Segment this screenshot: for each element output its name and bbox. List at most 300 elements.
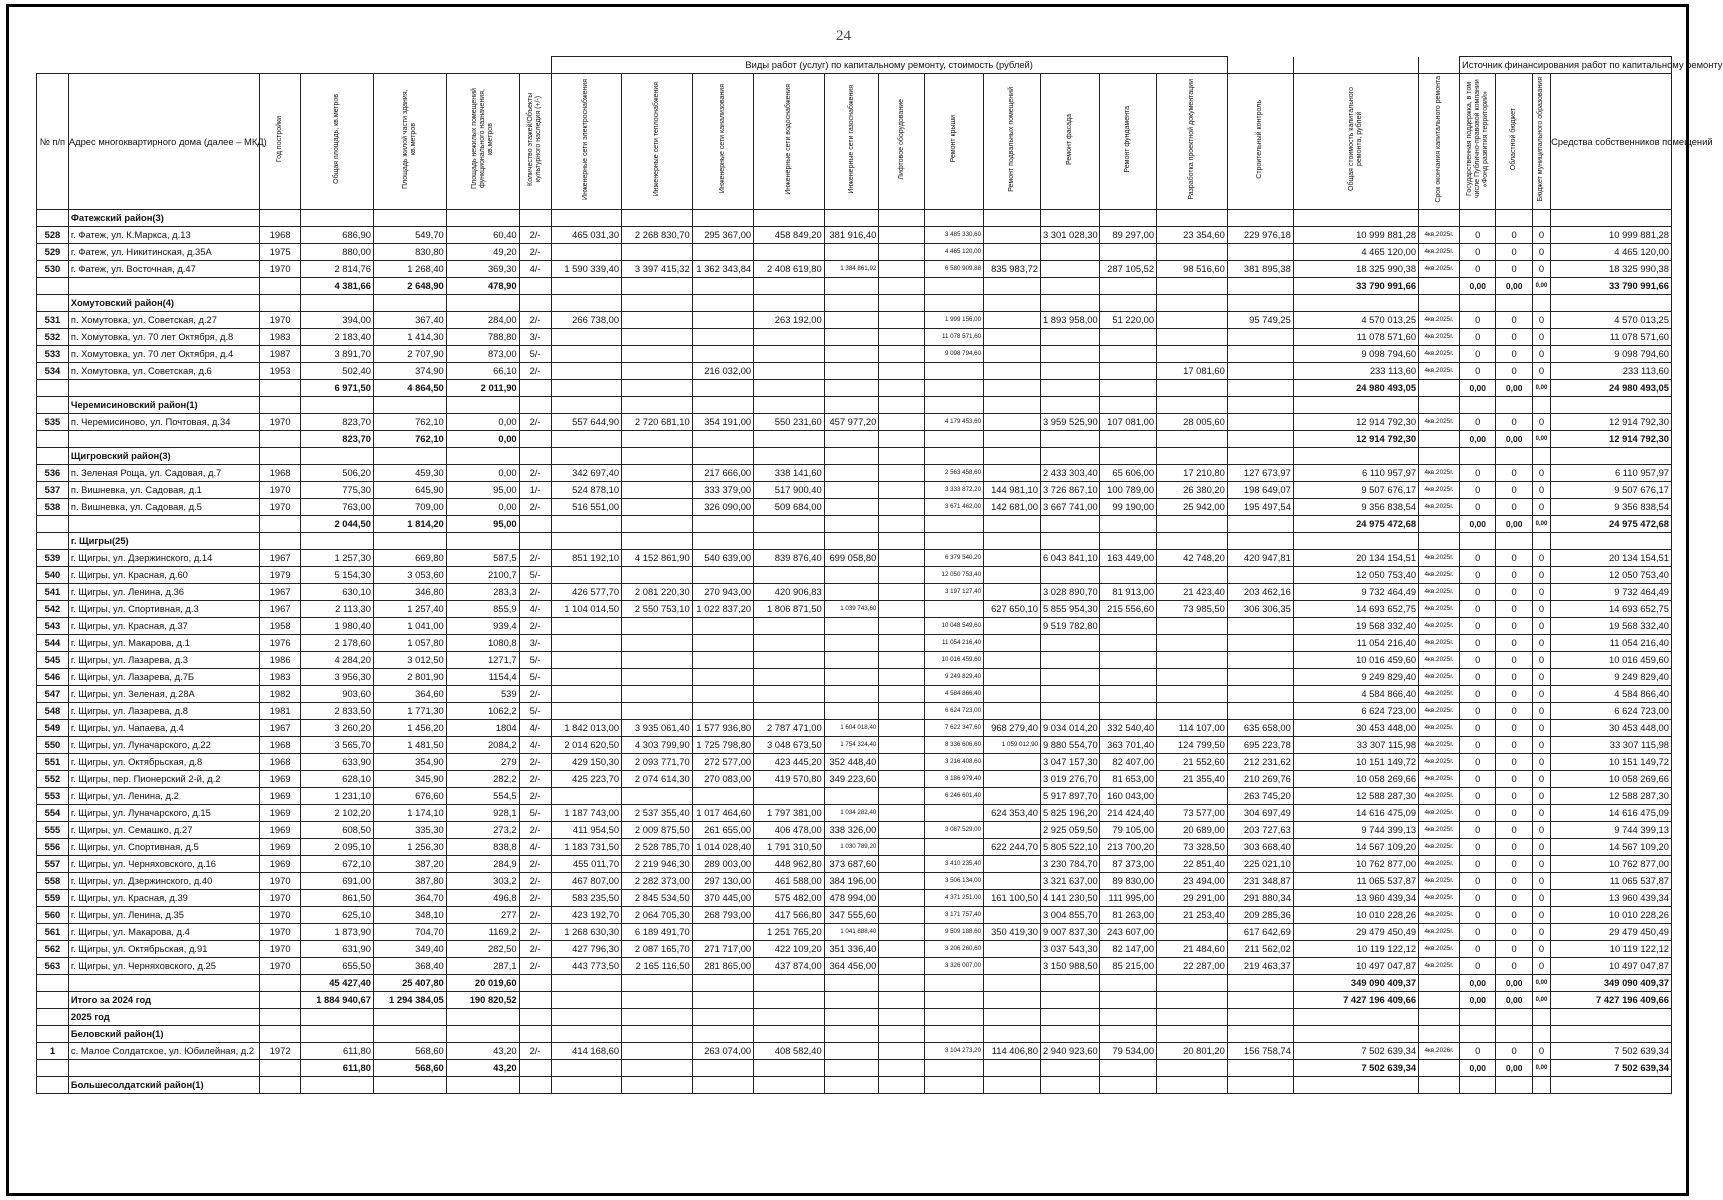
table-cell: [37, 975, 69, 992]
table-cell: [551, 652, 622, 669]
table-cell: [1227, 1060, 1293, 1077]
table-cell: 4кв.2025г.: [1419, 856, 1460, 873]
table-cell: 1080,8: [446, 635, 519, 652]
col-design-docs: Разработка проектной документации: [1187, 78, 1195, 200]
table-cell: 968 279,40: [984, 720, 1041, 737]
table-cell: 268 793,00: [692, 907, 753, 924]
table-cell: 7 502 639,34: [1293, 1043, 1418, 1060]
table-cell: 0: [1496, 465, 1532, 482]
table-cell: 0: [1460, 499, 1496, 516]
table-cell: с. Малое Солдатское, ул. Юбилейная, д.2: [68, 1043, 259, 1060]
table-cell: 530: [37, 261, 69, 278]
table-cell: [551, 448, 622, 465]
table-cell: [754, 346, 825, 363]
table-cell: [984, 686, 1041, 703]
table-cell: 1983: [260, 669, 301, 686]
table-cell: [692, 1060, 753, 1077]
table-cell: 4кв.2025г.: [1419, 890, 1460, 907]
table-cell: [692, 448, 753, 465]
table-cell: [373, 210, 446, 227]
table-cell: 4кв.2025г.: [1419, 652, 1460, 669]
table-cell: 1 183 731,50: [551, 839, 622, 856]
table-cell: [260, 1077, 301, 1094]
table-cell: 1154,4: [446, 669, 519, 686]
table-cell: 1967: [260, 550, 301, 567]
table-cell: 272 577,00: [692, 754, 753, 771]
table-cell: 0: [1496, 635, 1532, 652]
table-cell: [519, 295, 551, 312]
table-cell: [1551, 533, 1672, 550]
table-cell: 686,90: [301, 227, 374, 244]
table-cell: 2/-: [519, 856, 551, 873]
table-cell: 2/-: [519, 227, 551, 244]
table-cell: 98 516,60: [1157, 261, 1228, 278]
table-cell: [622, 499, 693, 516]
table-cell: 85 215,00: [1100, 958, 1157, 975]
table-cell: 1982: [260, 686, 301, 703]
table-cell: 381 895,38: [1227, 261, 1293, 278]
table-cell: [984, 975, 1041, 992]
table-cell: г. Щигры, ул. Октябрьская, д.8: [68, 754, 259, 771]
table-cell: 364,60: [373, 686, 446, 703]
table-cell: 3 206 260,60: [924, 941, 983, 958]
table-cell: [879, 958, 925, 975]
table-cell: 553: [37, 788, 69, 805]
table-cell: 516 551,00: [551, 499, 622, 516]
table-cell: [692, 1009, 753, 1026]
table-cell: [301, 533, 374, 550]
table-cell: [519, 210, 551, 227]
table-cell: [519, 975, 551, 992]
district-header-row: [37, 1026, 1672, 1043]
table-cell: [924, 1077, 983, 1094]
table-cell: 0: [1496, 584, 1532, 601]
table-cell: п. Зеленая Роща, ул. Садовая, д.7: [68, 465, 259, 482]
table-cell: [754, 516, 825, 533]
table-cell: 270 943,00: [692, 584, 753, 601]
table-cell: 216 032,00: [692, 363, 753, 380]
table-cell: 4кв.2025г.: [1419, 329, 1460, 346]
table-cell: [692, 686, 753, 703]
table-cell: [1100, 635, 1157, 652]
table-cell: 1 251 765,20: [754, 924, 825, 941]
table-cell: [984, 941, 1041, 958]
table-cell: [984, 584, 1041, 601]
table-cell: 12 914 792,30: [1293, 431, 1418, 448]
table-cell: [622, 210, 693, 227]
table-cell: [68, 1060, 259, 1077]
table-cell: [622, 992, 693, 1009]
table-cell: [1496, 1009, 1532, 1026]
col-floors: Количество этажей/Объекты культурного наследия (+/-): [527, 92, 543, 186]
table-cell: 0,00: [1460, 516, 1496, 533]
table-cell: [37, 448, 69, 465]
table-cell: 6 624 723,00: [924, 703, 983, 720]
table-cell: 3 891,70: [301, 346, 374, 363]
table-cell: 2/-: [519, 822, 551, 839]
table-cell: [1100, 1009, 1157, 1026]
table-cell: 1 893 958,00: [1040, 312, 1099, 329]
table-cell: 1967: [260, 601, 301, 618]
table-cell: 14 567 109,20: [1293, 839, 1418, 856]
table-cell: 394,00: [301, 312, 374, 329]
table-cell: 4кв.2025г.: [1419, 669, 1460, 686]
capital-repair-table: [36, 56, 1723, 1094]
table-cell: 266 738,00: [551, 312, 622, 329]
table-cell: [551, 567, 622, 584]
table-cell: 0: [1496, 363, 1532, 380]
table-cell: 1967: [260, 720, 301, 737]
table-cell: [260, 380, 301, 397]
table-cell: г. Щигры, ул. Черняховского, д.16: [68, 856, 259, 873]
table-cell: [984, 210, 1041, 227]
table-cell: [622, 346, 693, 363]
table-cell: 0: [1460, 618, 1496, 635]
table-cell: [692, 669, 753, 686]
table-cell: [1157, 686, 1228, 703]
table-cell: [824, 975, 879, 992]
table-cell: [1100, 329, 1157, 346]
table-cell: [924, 210, 983, 227]
table-cell: [1157, 397, 1228, 414]
table-cell: 2 178,60: [301, 635, 374, 652]
table-cell: [879, 397, 925, 414]
table-cell: 554,5: [446, 788, 519, 805]
table-cell: [1040, 1060, 1099, 1077]
table-cell: 617 642,69: [1227, 924, 1293, 941]
table-cell: [1460, 295, 1496, 312]
table-row: [37, 941, 1672, 958]
table-cell: [1227, 363, 1293, 380]
table-cell: 66,10: [446, 363, 519, 380]
table-cell: 0: [1532, 1043, 1550, 1060]
table-cell: [1040, 210, 1099, 227]
table-cell: [1040, 516, 1099, 533]
table-row: [37, 482, 1672, 499]
table-cell: [984, 567, 1041, 584]
table-cell: 0: [1496, 737, 1532, 754]
table-cell: 559: [37, 890, 69, 907]
table-cell: [1157, 380, 1228, 397]
table-cell: 12 588 287,30: [1293, 788, 1418, 805]
table-cell: 1/-: [519, 482, 551, 499]
table-cell: [824, 380, 879, 397]
table-cell: [879, 278, 925, 295]
table-cell: 14 616 475,09: [1293, 805, 1418, 822]
table-cell: 306 306,35: [1227, 601, 1293, 618]
table-cell: 2/-: [519, 941, 551, 958]
table-cell: 10 762 877,00: [1293, 856, 1418, 873]
table-cell: [622, 516, 693, 533]
table-cell: [622, 431, 693, 448]
table-cell: 354 191,00: [692, 414, 753, 431]
table-cell: 417 566,80: [754, 907, 825, 924]
table-cell: [879, 414, 925, 431]
col-gas: Инженерные сети газоснабжения: [847, 84, 855, 194]
table-cell: [924, 363, 983, 380]
table-row: [37, 890, 1672, 907]
table-cell: 163 449,00: [1100, 550, 1157, 567]
table-cell: 851 192,10: [551, 550, 622, 567]
table-cell: [984, 754, 1041, 771]
table-cell: [984, 958, 1041, 975]
table-cell: [754, 1026, 825, 1043]
col-state-support: Государственная поддержка, в том числе Публично-правовой компании «Фонд развития территорий»: [1465, 79, 1489, 199]
table-cell: 2084,2: [446, 737, 519, 754]
table-cell: 2 563 458,60: [924, 465, 983, 482]
table-cell: 855,9: [446, 601, 519, 618]
table-cell: 1 059 012,90: [984, 737, 1041, 754]
table-cell: 2/-: [519, 873, 551, 890]
table-cell: 0: [1496, 346, 1532, 363]
table-cell: [879, 601, 925, 618]
table-cell: 9 249 829,40: [1551, 669, 1672, 686]
table-cell: 539: [446, 686, 519, 703]
table-cell: [824, 635, 879, 652]
table-cell: 284,00: [446, 312, 519, 329]
table-cell: [924, 431, 983, 448]
table-cell: 0: [1532, 363, 1550, 380]
table-cell: [1227, 210, 1293, 227]
table-cell: 203 727,63: [1227, 822, 1293, 839]
table-cell: г. Щигры, ул. Макарова, д.4: [68, 924, 259, 941]
table-cell: 3 047 157,30: [1040, 754, 1099, 771]
table-cell: [260, 278, 301, 295]
table-cell: 0: [1532, 754, 1550, 771]
table-cell: 2/-: [519, 312, 551, 329]
table-cell: [622, 618, 693, 635]
table-cell: 287,1: [446, 958, 519, 975]
table-cell: [754, 669, 825, 686]
table-cell: 3 956,30: [301, 669, 374, 686]
table-cell: [1040, 244, 1099, 261]
table-cell: [1040, 346, 1099, 363]
table-cell: 1987: [260, 346, 301, 363]
table-cell: [1040, 567, 1099, 584]
table-cell: 835 983,72: [984, 261, 1041, 278]
table-cell: 0,00: [1496, 380, 1532, 397]
table-cell: 0: [1532, 805, 1550, 822]
subtotal-row: [37, 1060, 1672, 1077]
table-cell: 0: [1460, 244, 1496, 261]
table-cell: [1157, 1026, 1228, 1043]
table-cell: 9 356 838,54: [1551, 499, 1672, 516]
table-cell: [551, 669, 622, 686]
table-cell: [260, 1009, 301, 1026]
table-cell: 0,00: [1460, 278, 1496, 295]
table-cell: [1040, 533, 1099, 550]
table-cell: 0: [1460, 805, 1496, 822]
table-cell: 461 588,00: [754, 873, 825, 890]
table-cell: 387,20: [373, 856, 446, 873]
table-cell: 350 419,30: [984, 924, 1041, 941]
table-cell: [692, 516, 753, 533]
table-cell: [692, 295, 753, 312]
table-cell: 1970: [260, 482, 301, 499]
table-cell: [1227, 533, 1293, 550]
table-cell: г. Фатеж, ул. Восточная, д.47: [68, 261, 259, 278]
table-cell: 9 098 794,60: [1551, 346, 1672, 363]
table-cell: [924, 533, 983, 550]
table-cell: 455 011,70: [551, 856, 622, 873]
table-cell: [879, 346, 925, 363]
table-cell: [924, 839, 983, 856]
table-cell: [446, 210, 519, 227]
table-cell: 534: [37, 363, 69, 380]
table-cell: [373, 533, 446, 550]
table-cell: 2/-: [519, 958, 551, 975]
table-cell: [1100, 992, 1157, 1009]
table-cell: [1157, 924, 1228, 941]
table-cell: [301, 1077, 374, 1094]
table-cell: [1040, 431, 1099, 448]
table-cell: 4кв.2025г.: [1419, 227, 1460, 244]
table-cell: 548: [37, 703, 69, 720]
table-cell: 9 732 464,49: [1293, 584, 1418, 601]
table-cell: 0: [1532, 924, 1550, 941]
table-cell: 1 030 789,20: [824, 839, 879, 856]
table-cell: 3 726 867,10: [1040, 482, 1099, 499]
table-cell: [37, 431, 69, 448]
table-cell: [1227, 278, 1293, 295]
table-cell: г. Щигры, ул. Макарова, д.1: [68, 635, 259, 652]
table-cell: 0: [1460, 601, 1496, 618]
table-cell: [373, 448, 446, 465]
table-cell: 2 081 220,30: [622, 584, 693, 601]
table-cell: 10 010 228,26: [1293, 907, 1418, 924]
table-cell: [1157, 703, 1228, 720]
col-water: Инженерные сети водоснабжения: [784, 83, 792, 195]
table-cell: [1040, 1077, 1099, 1094]
table-cell: [622, 312, 693, 329]
table-cell: 3/-: [519, 635, 551, 652]
table-cell: [824, 482, 879, 499]
col-total-area: Общая площадь, кв.метров: [333, 94, 341, 184]
table-cell: 478 994,00: [824, 890, 879, 907]
table-cell: 1986: [260, 652, 301, 669]
table-cell: 12 050 753,40: [1551, 567, 1672, 584]
table-cell: 11 065 537,87: [1293, 873, 1418, 890]
table-cell: [1532, 397, 1550, 414]
table-cell: 0: [1460, 703, 1496, 720]
table-cell: [1100, 703, 1157, 720]
table-cell: 5/-: [519, 703, 551, 720]
table-cell: 21 355,40: [1157, 771, 1228, 788]
table-cell: 65 606,00: [1100, 465, 1157, 482]
table-cell: 2 833,50: [301, 703, 374, 720]
table-cell: [622, 244, 693, 261]
table-cell: 11 054 216,40: [924, 635, 983, 652]
table-cell: [622, 363, 693, 380]
table-cell: [984, 873, 1041, 890]
table-cell: 1 187 743,00: [551, 805, 622, 822]
table-cell: [824, 1060, 879, 1077]
table-cell: 0: [1496, 941, 1532, 958]
table-cell: [984, 227, 1041, 244]
table-cell: 6 379 540,20: [924, 550, 983, 567]
table-cell: 1968: [260, 227, 301, 244]
table-cell: 9 744 399,13: [1293, 822, 1418, 839]
table-cell: [551, 533, 622, 550]
table-cell: [1419, 295, 1460, 312]
table-cell: 0,00: [446, 499, 519, 516]
table-cell: 9 098 794,60: [924, 346, 983, 363]
table-cell: [824, 686, 879, 703]
table-cell: [984, 465, 1041, 482]
table-cell: 297 130,00: [692, 873, 753, 890]
table-cell: 4кв.2025г.: [1419, 754, 1460, 771]
table-cell: 0: [1496, 890, 1532, 907]
table-cell: [754, 1009, 825, 1026]
table-cell: [1100, 1026, 1157, 1043]
table-cell: 4кв.2025г.: [1419, 958, 1460, 975]
table-cell: 9 880 554,70: [1040, 737, 1099, 754]
table-cell: [622, 465, 693, 482]
table-cell: 2 537 355,40: [622, 805, 693, 822]
table-cell: 0,00: [446, 465, 519, 482]
table-cell: 0: [1460, 958, 1496, 975]
table-cell: [446, 533, 519, 550]
table-cell: 21 552,60: [1157, 754, 1228, 771]
table-cell: [984, 448, 1041, 465]
col-foundation: Ремонт фундамента: [1124, 105, 1132, 173]
table-cell: 4 381,66: [301, 278, 374, 295]
table-cell: 6 624 723,00: [1293, 703, 1418, 720]
table-cell: 0: [1460, 312, 1496, 329]
table-cell: 212 231,62: [1227, 754, 1293, 771]
table-cell: [1157, 431, 1228, 448]
table-cell: 4кв.2025г.: [1419, 720, 1460, 737]
table-cell: 3 230 784,70: [1040, 856, 1099, 873]
table-cell: [622, 1043, 693, 1060]
table-cell: 111 995,00: [1100, 890, 1157, 907]
table-cell: [879, 618, 925, 635]
col-year: Год постройки: [276, 115, 284, 163]
table-cell: [879, 669, 925, 686]
col-regional-budget: Областной бюджет: [1510, 107, 1518, 171]
table-cell: [1157, 567, 1228, 584]
table-cell: 3 326 007,00: [924, 958, 983, 975]
table-row: [37, 822, 1672, 839]
table-cell: 2 087 165,70: [622, 941, 693, 958]
table-cell: [984, 788, 1041, 805]
table-cell: 0: [1460, 788, 1496, 805]
table-cell: 7 502 639,34: [1293, 1060, 1418, 1077]
table-cell: [1227, 686, 1293, 703]
col-electric: Инженерные сети электроснабжения: [582, 78, 590, 200]
table-cell: 2/-: [519, 414, 551, 431]
table-cell: [1551, 210, 1672, 227]
table-row: [37, 346, 1672, 363]
table-cell: 2 528 785,70: [622, 839, 693, 856]
table-cell: [1100, 448, 1157, 465]
table-cell: [754, 618, 825, 635]
table-cell: 549: [37, 720, 69, 737]
table-cell: 144 981,10: [984, 482, 1041, 499]
table-cell: 2/-: [519, 244, 551, 261]
table-cell: [754, 975, 825, 992]
table-cell: 14 693 652,75: [1551, 601, 1672, 618]
table-cell: [879, 703, 925, 720]
table-row: [37, 686, 1672, 703]
table-cell: 4кв.2025г.: [1419, 635, 1460, 652]
table-cell: [824, 1077, 879, 1094]
table-cell: [692, 1077, 753, 1094]
table-cell: [551, 1077, 622, 1094]
district-header-row: [37, 397, 1672, 414]
table-cell: 429 150,30: [551, 754, 622, 771]
table-cell: [622, 448, 693, 465]
